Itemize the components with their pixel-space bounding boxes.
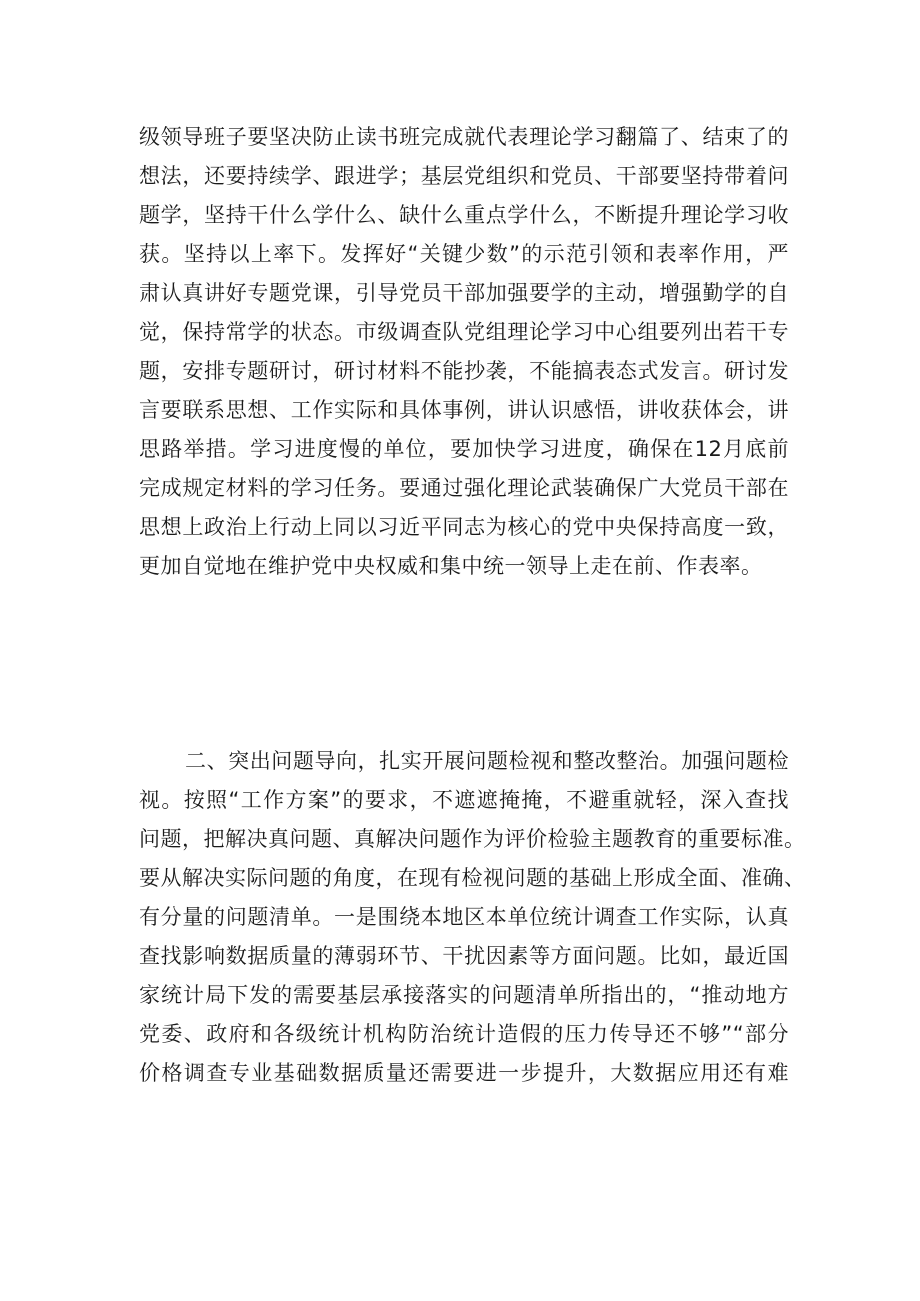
text-line: 级领导班子要坚决防止读书班完成就代表理论学习翻篇了、结束了的 xyxy=(139,125,789,149)
text-line: 想法，还要持续学、跟进学；基层党组织和党员、干部要坚持带着问 xyxy=(139,164,789,188)
text-line: 思想上政治上行动上同以习近平同志为核心的党中央保持高度一致， xyxy=(139,515,789,539)
text-line: 有分量的问题清单。一是围绕本地区本单位统计调查工作实际，认真 xyxy=(139,905,789,929)
text-line: 党委、政府和各级统计机构防治统计造假的压力传导还不够”“部分 xyxy=(139,1022,789,1046)
paragraph-1 xyxy=(139,118,789,586)
text-line: 肃认真讲好专题党课，引导党员干部加强要学的主动，增强勤学的自 xyxy=(139,281,789,305)
text-line: 视。按照“工作方案”的要求，不遮遮掩掩，不避重就轻，深入查找 xyxy=(139,788,789,812)
text-line: 更加自觉地在维护党中央权威和集中统一领导上走在前、作表率。 xyxy=(139,554,763,578)
paragraph-2 xyxy=(139,742,806,1093)
text-line: 完成规定材料的学习任务。要通过强化理论武装确保广大党员干部在 xyxy=(139,476,789,500)
text-line: 要从解决实际问题的角度，在现有检视问题的基础上形成全面、准确、 xyxy=(139,866,806,890)
text-line: 觉，保持常学的状态。市级调查队党组理论学习中心组要列出若干专 xyxy=(139,320,789,344)
text-line: 价格调查专业基础数据质量还需要进一步提升，大数据应用还有难 xyxy=(139,1061,789,1085)
text-line: 查找影响数据质量的薄弱环节、干扰因素等方面问题。比如，最近国 xyxy=(139,944,789,968)
text-line: 获。坚持以上率下。发挥好“关键少数”的示范引领和表率作用，严 xyxy=(139,242,789,266)
text-line: 题，安排专题研讨，研讨材料不能抄袭，不能搞表态式发言。研讨发 xyxy=(139,359,789,383)
text-line: 家统计局下发的需要基层承接落实的问题清单所指出的，“推动地方 xyxy=(139,983,789,1007)
text-line: 题学，坚持干什么学什么、缺什么重点学什么，不断提升理论学习收 xyxy=(139,203,789,227)
text-line: 问题，把解决真问题、真解决问题作为评价检验主题教育的重要标准。 xyxy=(139,827,806,851)
section-heading-line: 二、突出问题导向，扎实开展问题检视和整改整治。加强问题检 xyxy=(185,749,789,773)
text-line: 思路举措。学习进度慢的单位，要加快学习进度，确保在12月底前 xyxy=(139,437,789,461)
text-line: 言要联系思想、工作实际和具体事例，讲认识感悟，讲收获体会，讲 xyxy=(139,398,789,422)
